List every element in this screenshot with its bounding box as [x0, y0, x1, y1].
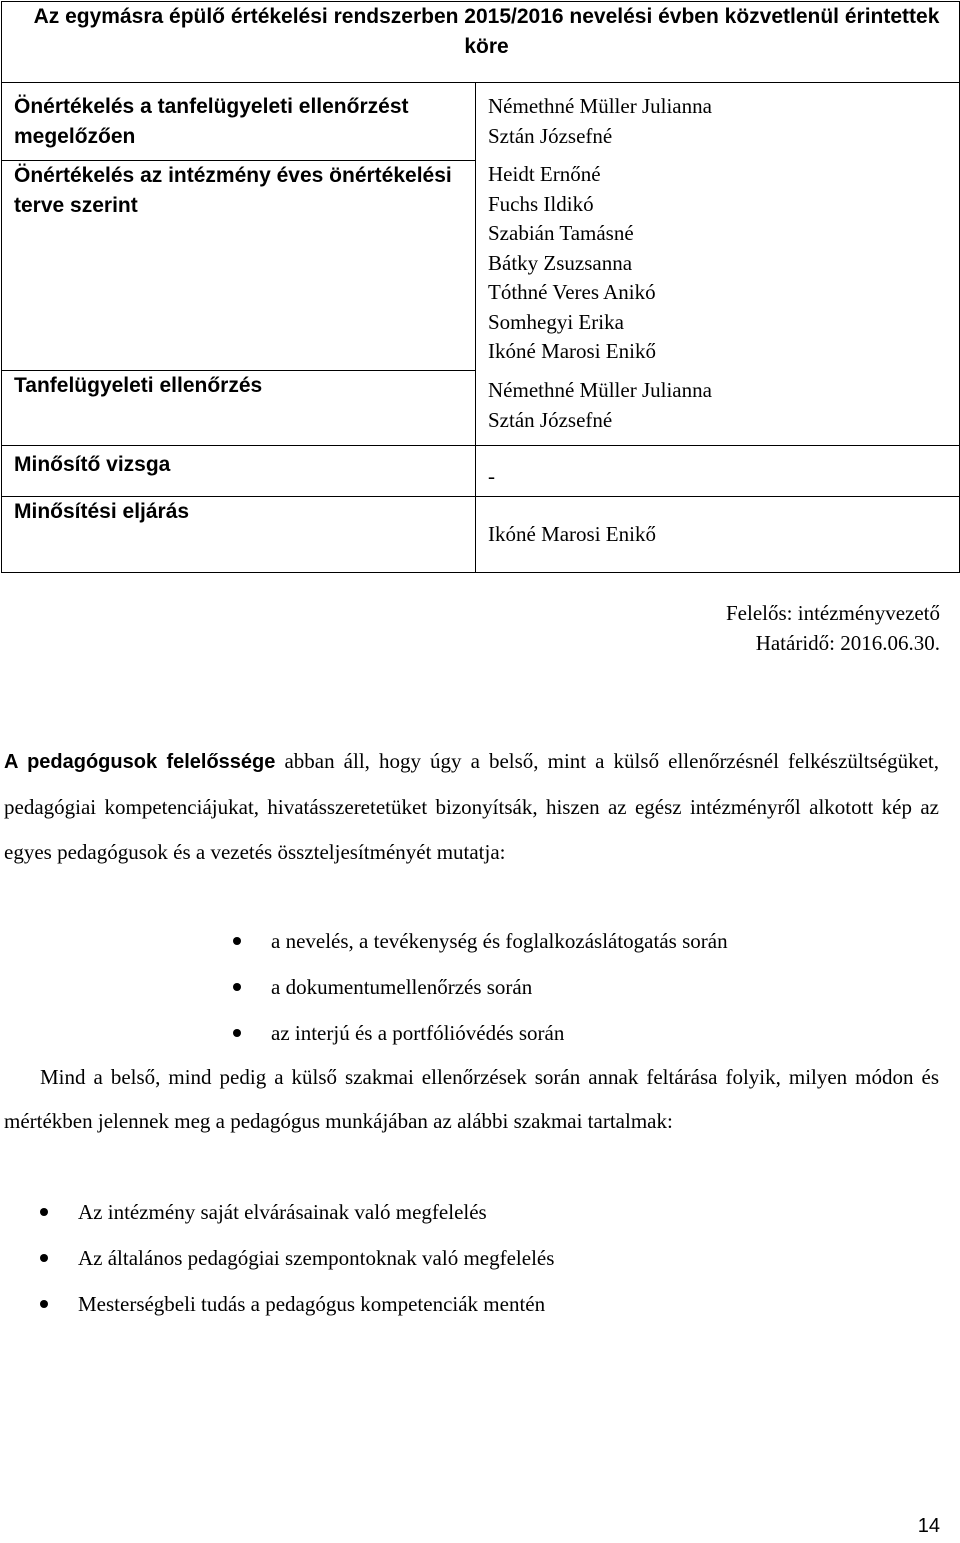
name-entry: Némethné Müller Julianna: [488, 94, 712, 118]
list-item: a dokumentumellenőrzés során: [233, 964, 728, 1010]
deadline: Határidő: 2016.06.30.: [755, 631, 940, 655]
name-entry: Fuchs Ildikó: [488, 191, 594, 216]
evaluation-table: [1, 1, 960, 573]
row-label-annual-self-eval: Önértékelés az intézmény éves önértékelési terve szerint: [2, 161, 476, 371]
row-label-qualifying-exam: Minősítő vizsga: [2, 446, 476, 497]
name-entry: Ikóné Marosi Enikő: [488, 339, 656, 363]
name-entry: Szabián Tamásné: [488, 221, 634, 245]
name-entry: Tóthné Veres Anikó: [488, 280, 656, 304]
row-label-qualification-procedure: Minősítési eljárás: [2, 497, 476, 573]
row-label-preliminary-self-eval: Önértékelés a tanfelügyeleti ellenőrzést megelőzően: [2, 83, 476, 161]
page-number: 14: [917, 1515, 940, 1537]
teacher-responsibility-paragraph: [4, 739, 939, 875]
table-header: Az egymásra épülő értékelési rendszerben 2015/2016 nevelési évben közvetlenül érintettek köre: [2, 2, 960, 83]
professional-content-list: [40, 1189, 554, 1327]
row-label-inspection: Tanfelügyeleti ellenőrzés: [2, 371, 476, 446]
names-group-inspection: [488, 376, 959, 435]
qualification-procedure-value: Ikóné Marosi Enikő: [476, 497, 960, 573]
names-group-preliminary: [488, 92, 959, 160]
bullet-icon: [40, 1208, 48, 1216]
list-item: Mesterségbeli tudás a pedagógus kompetenciák mentén: [40, 1281, 554, 1327]
bullet-icon: [40, 1300, 48, 1308]
qualifying-exam-value: -: [476, 446, 960, 497]
professional-content-paragraph: Mind a belső, mind pedig a külső szakmai ellenőrzések során annak feltárása folyik, milyen módon és mértékben jelennek meg a pedagógus munkájában az alábbi szakmai tartalmak:: [4, 1065, 939, 1133]
name-entry: Bátky Zsuzsanna: [488, 250, 633, 275]
bullet-icon: [233, 983, 241, 991]
responsibility-block: [726, 598, 940, 658]
name-entry: Sztán Józsefné: [488, 407, 613, 432]
bullet-icon: [233, 937, 241, 945]
name-entry: Somhegyi Erika: [488, 309, 624, 334]
list-item: Az intézmény saját elvárásainak való megfelelés: [40, 1189, 554, 1235]
responsible-person: Felelős: intézményvezető: [725, 601, 940, 625]
bullet-icon: [233, 1029, 241, 1037]
name-entry: Heidt Ernőné: [488, 162, 601, 186]
names-group-annual-plan: [488, 160, 959, 376]
paragraph-text: abban áll, hogy úgy a belső, mint a külső ellenőrzésnél felkészültségüket, pedagógiai kompetenciájukat, hivatásszeretetüket bizonyítsák, hiszen az egész intézményről alkotott kép az egyes pedagógusok és a vezetés összteljesítményét mutatja:: [4, 749, 939, 864]
name-entry: Sztán Józsefné: [488, 123, 613, 148]
names-cell-self-eval: [476, 83, 960, 446]
list-item: az interjú és a portfólióvédés során: [233, 1010, 728, 1056]
list-item: Az általános pedagógiai szempontoknak való megfelelés: [40, 1235, 554, 1281]
name-entry: Némethné Müller Julianna: [488, 378, 712, 402]
inspection-methods-list: [233, 918, 728, 1056]
paragraph-bold-lead: A pedagógusok felelőssége: [4, 751, 276, 773]
bullet-icon: [40, 1254, 48, 1262]
list-item: a nevelés, a tevékenység és foglalkozáslátogatás során: [233, 918, 728, 964]
